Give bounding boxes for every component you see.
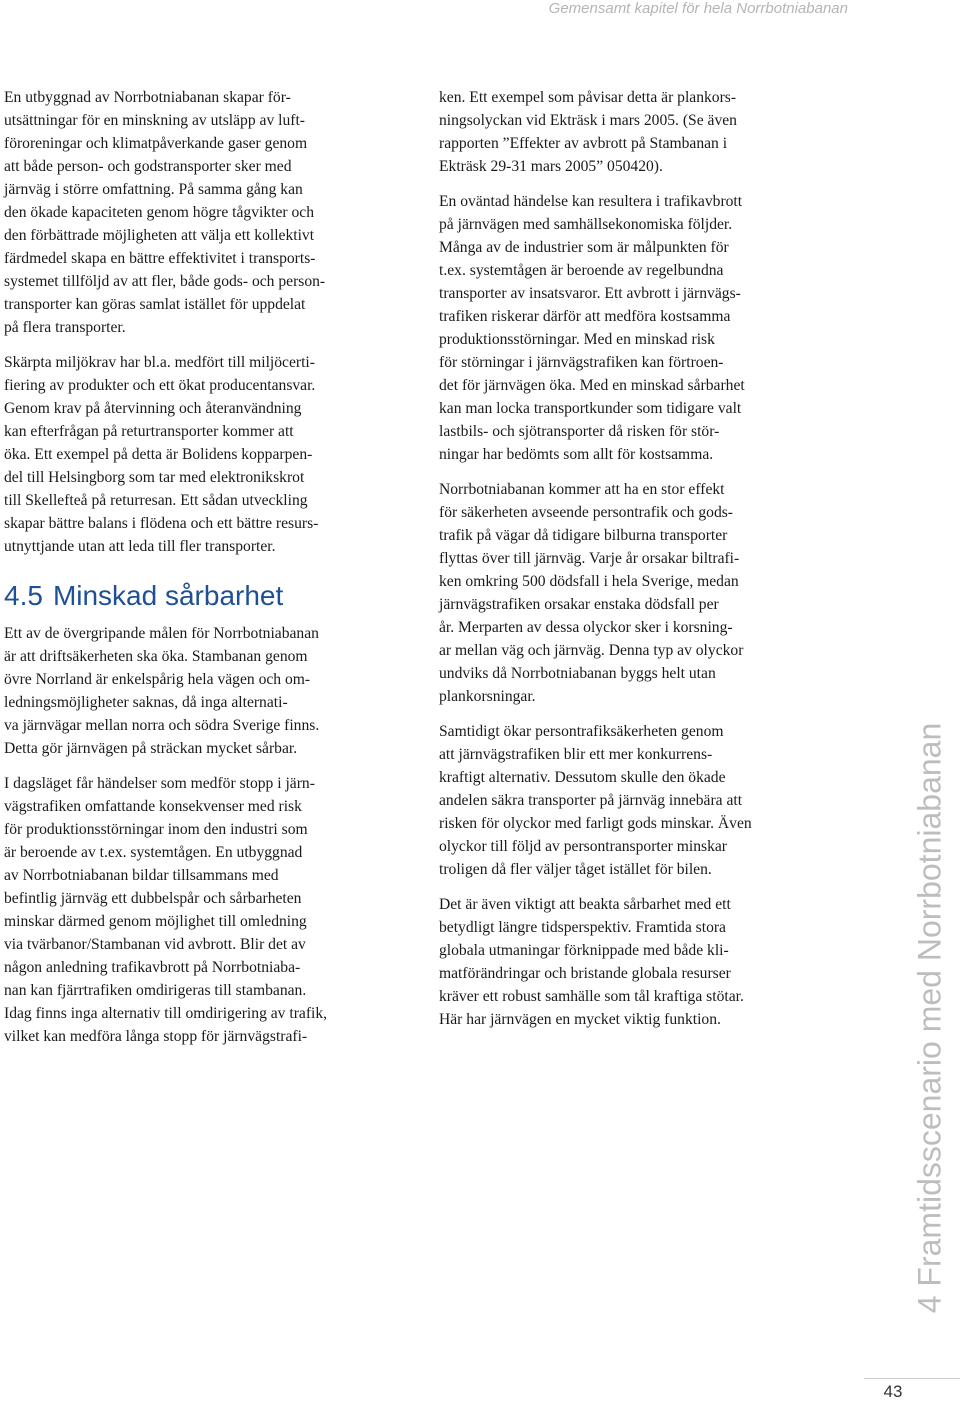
section-title: Minskad sårbarhet <box>52 580 284 611</box>
paragraph: En oväntad händelse kan resultera i trafikavbrott på järnvägen med samhällsekonomiska följder. Många av de industrier som är målpunkten för t.ex. systemtågen är beroende av regelbundna transporter av insatsvaror. Ett avbrott i järnvägs- trafiken riskerar därför att medföra kostsamma produktionsstörningar. Med en minskad risk för störningar i järnvägstrafiken kan förtroen- det för järnvägen öka. Med en minskad sårbarhet kan man locka transportkunder som tidigare valt lastbils- och sjötransporter då risken för stör- ningar har bedömts som allt för kostsamma. <box>439 193 745 463</box>
paragraph: Skärpta miljökrav har bl.a. medfört till miljöcerti- fiering av produkter och ett ökat producentansvar. Genom krav på återvinning och återanvändning kan efterfrågan på returtransporter kommer att öka. Ett exempel på detta är Bolidens kopparpen- del till Helsingborg som tar med elektronikskrot till Skellefteå på returresan. Ett sådan utveckling skapar bättre balans i flödena och ett bättre resurs- utnyttjande utan att leda till fler transporter. <box>4 354 319 555</box>
paragraph: I dagsläget får händelser som medför stopp i järn- vägstrafiken omfattande konsekvenser med risk för produktionsstörningar inom den industri som är beroende av t.ex. systemtågen. En utbyggnad av Norrbotniabanan bildar tillsammans med befintlig järnväg ett dubbelspår och sårbarheten minskar därmed genom möjlighet till omledning via tvärbanor/Stambanan vid avbrott. Blir det av någon anledning trafikavbrott på Norrbotniaba- nan kan fjärrtrafiken omdirigeras till stambanan. Idag finns inga alternativ till omdirigering av trafik, vilket kan medföra långa stopp för järnvägstrafi- <box>4 775 328 1045</box>
section-heading <box>4 580 414 612</box>
running-header: Gemensamt kapitel för hela Norrbotniabanan <box>548 0 848 17</box>
paragraph: ken. Ett exempel som påvisar detta är plankors- ningsolyckan vid Ekträsk i mars 2005. (Se även rapporten ”Effekter av avbrott på Stambanan i Ekträsk 29-31 mars 2005” 050420). <box>439 89 737 175</box>
footer-rule <box>864 1378 960 1379</box>
section-number: 4.5 <box>4 580 43 611</box>
paragraph: Samtidigt ökar persontrafiksäkerheten genom att järnvägstrafiken blir ett mer konkurrens- kraftigt alternativ. Dessutom skulle den ökade andelen säkra transporter på järnväg innebära att risken för olyckor med farligt gods minskar. Även olyckor till följd av persontransporter minskar troligen då fler väljer tåget istället för bilen. <box>439 723 752 878</box>
paragraph: En utbyggnad av Norrbotniabanan skapar för- utsättningar för en minskning av utsläpp av luft- föroreningar och klimatpåverkande gaser genom att både person- och godstransporter sker med järnväg i större omfattning. På samma gång kan den ökade kapaciteten genom högre tågvikter och den förbättrade möjligheten att välja ett kollektivt färdmedel skapa en bättre effektivitet i transports- systemet tillföljd av att fler, både gods- och person- transporter kan göras samlat istället för uppdelat på flera transporter. <box>4 89 326 336</box>
page-number: 43 <box>883 1382 903 1401</box>
left-column <box>4 86 414 1060</box>
paragraph: Ett av de övergripande målen för Norrbotniabanan är att driftsäkerheten ska öka. Stambanan genom övre Norrland är enkelspårig hela vägen och om- ledningsmöjligheter saknas, då inga alternati- va järnvägar mellan norra och södra Sverige finns. Detta gör järnvägen på sträckan mycket sårbar. <box>4 625 320 757</box>
side-chapter-title: 4 Framtidsscenario med Norrbotniabanan <box>911 722 948 1314</box>
right-column <box>439 86 841 1043</box>
paragraph: Norrbotniabanan kommer att ha en stor effekt för säkerheten avseende persontrafik och gods- trafik på vägar då tidigare bilburna transporter flyttas över till järnväg. Varje år orsakar biltrafi- ken omkring 500 dödsfall i hela Sverige, medan järnvägstrafiken orsakar enstaka dödsfall per år. Merparten av dessa olyckor sker i korsning- ar mellan väg och järnväg. Denna typ av olyckor undviks då Norrbotniabanan byggs helt utan plankorsningar. <box>439 481 744 705</box>
paragraph: Det är även viktigt att beakta sårbarhet med ett betydligt längre tidsperspektiv. Framtida stora globala utmaningar förknippade med både kli- matförändringar och bristande globala resurser kräver ett robust samhälle som tål kraftiga stötar. Här har järnvägen en mycket viktig funktion. <box>439 896 744 1028</box>
